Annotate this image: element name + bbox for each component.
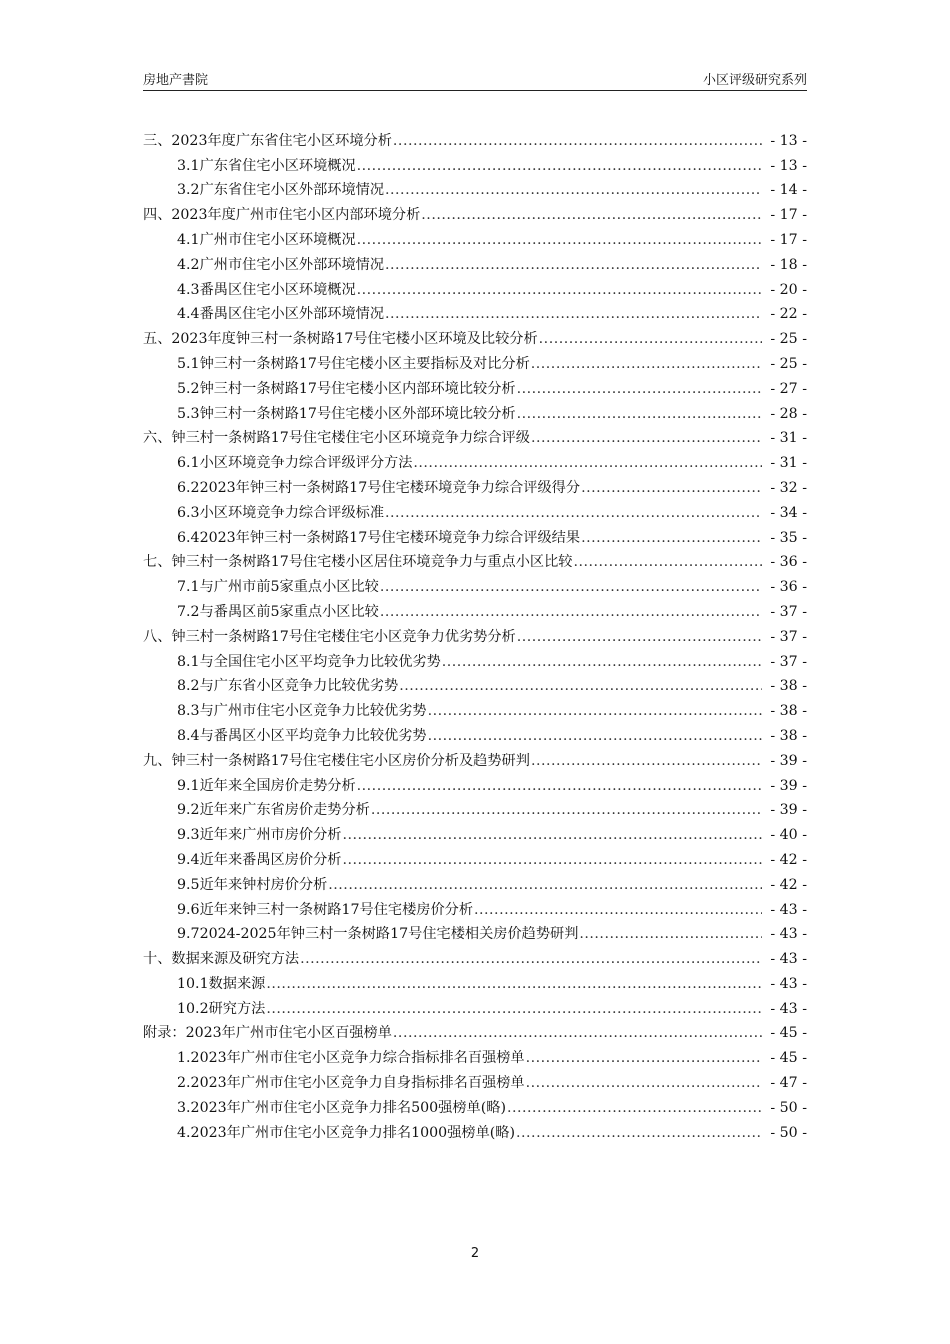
toc-dot-leader bbox=[507, 1098, 762, 1118]
toc-dot-leader bbox=[531, 751, 762, 771]
toc-section-entry[interactable] bbox=[143, 870, 807, 895]
toc-section-entry[interactable] bbox=[143, 300, 807, 325]
toc-entry-page: - 13 - bbox=[770, 157, 807, 174]
toc-entry-page: - 50 - bbox=[770, 1124, 807, 1141]
toc-dot-leader bbox=[581, 478, 762, 498]
toc-entry-title: 数据来源 bbox=[208, 975, 266, 992]
toc-dot-leader bbox=[574, 552, 763, 572]
toc-entry-title: 与番禺区小区平均竞争力比较优劣势 bbox=[199, 727, 427, 744]
toc-entry-title: 广东省住宅小区环境概况 bbox=[199, 157, 356, 174]
toc-dot-leader bbox=[385, 180, 762, 200]
toc-dot-leader bbox=[266, 999, 762, 1019]
toc-dot-leader bbox=[357, 156, 762, 176]
toc-entry-title: 番禺区住宅小区环境概况 bbox=[199, 281, 356, 298]
toc-chapter-entry[interactable] bbox=[143, 622, 807, 647]
toc-chapter-entry[interactable] bbox=[143, 126, 807, 151]
toc-entry-page: - 31 - bbox=[770, 430, 807, 447]
toc-chapter-entry[interactable] bbox=[143, 944, 807, 969]
toc-entry-title: 与广东省小区竞争力比较优劣势 bbox=[199, 678, 399, 695]
toc-entry-number: 5.2 bbox=[177, 380, 200, 397]
toc-entry-page: - 14 - bbox=[770, 182, 807, 199]
toc-entry-title: 广东省住宅小区外部环境情况 bbox=[199, 182, 385, 199]
toc-entry-number: 10.1 bbox=[177, 975, 209, 992]
toc-entry-title: 广州市住宅小区环境概况 bbox=[199, 231, 356, 248]
toc-dot-leader bbox=[526, 1048, 762, 1068]
toc-section-entry[interactable] bbox=[143, 151, 807, 176]
toc-entry-title: 番禺区住宅小区外部环境情况 bbox=[199, 306, 385, 323]
toc-entry-number: 9.3 bbox=[177, 827, 200, 844]
toc-entry-page: - 45 - bbox=[770, 1050, 807, 1067]
toc-section-entry[interactable] bbox=[143, 796, 807, 821]
toc-chapter-entry[interactable] bbox=[143, 746, 807, 771]
toc-entry-number: 9.2 bbox=[177, 802, 200, 819]
toc-entry-number: 8.1 bbox=[177, 653, 200, 670]
toc-section-entry[interactable] bbox=[143, 1043, 807, 1068]
toc-entry-page: - 18 - bbox=[770, 256, 807, 273]
toc-entry-page: - 47 - bbox=[770, 1075, 807, 1092]
toc-section-entry[interactable] bbox=[143, 572, 807, 597]
toc-entry-title: 钟三村一条树路17号住宅楼小区外部环境比较分析 bbox=[199, 405, 516, 422]
toc-entry-page: - 13 - bbox=[770, 132, 807, 149]
toc-entry-page: - 43 - bbox=[770, 975, 807, 992]
toc-section-entry[interactable] bbox=[143, 176, 807, 201]
toc-entry-title: 九、钟三村一条树路17号住宅楼住宅小区房价分析及趋势研判 bbox=[143, 752, 530, 769]
toc-entry-number: 4. bbox=[177, 1124, 191, 1141]
toc-entry-page: - 17 - bbox=[770, 231, 807, 248]
toc-entry-number: 4.2 bbox=[177, 256, 200, 273]
toc-chapter-entry[interactable] bbox=[143, 424, 807, 449]
toc-entry-number: 8.3 bbox=[177, 703, 200, 720]
toc-entry-title: 钟三村一条树路17号住宅楼小区主要指标及对比分析 bbox=[199, 355, 530, 372]
toc-dot-leader bbox=[393, 1023, 762, 1043]
toc-entry-title: 近年来广州市房价分析 bbox=[199, 827, 342, 844]
toc-dot-leader bbox=[442, 652, 762, 672]
toc-entry-number: 3. bbox=[177, 1099, 191, 1116]
toc-entry-number: 6.2 bbox=[177, 479, 200, 496]
toc-entry-title: 与广州市住宅小区竞争力比较优劣势 bbox=[199, 703, 427, 720]
toc-entry-number: 9.4 bbox=[177, 851, 200, 868]
toc-entry-page: - 45 - bbox=[770, 1025, 807, 1042]
toc-entry-page: - 37 - bbox=[770, 603, 807, 620]
toc-entry-page: - 28 - bbox=[770, 405, 807, 422]
toc-entry-page: - 42 - bbox=[770, 851, 807, 868]
toc-entry-number: 2. bbox=[177, 1075, 191, 1092]
toc-entry-page: - 43 - bbox=[770, 1000, 807, 1017]
toc-entry-title: 七、钟三村一条树路17号住宅楼小区居住环境竞争力与重点小区比较 bbox=[143, 554, 573, 571]
toc-section-entry[interactable] bbox=[143, 845, 807, 870]
toc-entry-number: 9.1 bbox=[177, 777, 200, 794]
toc-entry-title: 广州市住宅小区外部环境情况 bbox=[199, 256, 385, 273]
toc-entry-number: 3.1 bbox=[177, 157, 200, 174]
page-number: 2 bbox=[470, 1246, 480, 1261]
toc-entry-page: - 38 - bbox=[770, 703, 807, 720]
toc-dot-leader bbox=[579, 924, 762, 944]
toc-dot-leader bbox=[357, 280, 762, 300]
toc-dot-leader bbox=[531, 428, 762, 448]
toc-section-entry[interactable] bbox=[143, 1118, 807, 1143]
toc-entry-title: 与番禺区前5家重点小区比较 bbox=[199, 603, 379, 620]
toc-entry-title: 附录：2023年广州市住宅小区百强榜单 bbox=[143, 1025, 392, 1042]
toc-entry-title: 2023年钟三村一条树路17号住宅楼环境竞争力综合评级结果 bbox=[199, 529, 581, 546]
toc-entry-page: - 43 - bbox=[770, 951, 807, 968]
toc-section-entry[interactable] bbox=[143, 969, 807, 994]
toc-entry-number: 6.1 bbox=[177, 455, 200, 472]
toc-dot-leader bbox=[581, 528, 762, 548]
toc-entry-page: - 34 - bbox=[770, 504, 807, 521]
toc-entry-title: 近年来番禺区房价分析 bbox=[199, 851, 342, 868]
toc-entry-page: - 38 - bbox=[770, 727, 807, 744]
toc-entry-title: 2023年广州市住宅小区竞争力综合指标排名百强榜单 bbox=[190, 1050, 525, 1067]
toc-section-entry[interactable] bbox=[143, 473, 807, 498]
toc-entry-page: - 37 - bbox=[770, 653, 807, 670]
toc-entry-title: 六、钟三村一条树路17号住宅楼住宅小区环境竞争力综合评级 bbox=[143, 430, 530, 447]
toc-section-entry[interactable] bbox=[143, 275, 807, 300]
table-of-contents bbox=[143, 126, 807, 1143]
toc-entry-page: - 35 - bbox=[770, 529, 807, 546]
toc-dot-leader bbox=[517, 627, 762, 647]
header-publisher: 房地产書院 bbox=[143, 73, 209, 88]
toc-entry-title: 近年来广东省房价走势分析 bbox=[199, 802, 370, 819]
toc-section-entry[interactable] bbox=[143, 672, 807, 697]
toc-entry-number: 6.4 bbox=[177, 529, 200, 546]
toc-entry-page: - 17 - bbox=[770, 207, 807, 224]
toc-dot-leader bbox=[539, 329, 762, 349]
toc-dot-leader bbox=[342, 850, 762, 870]
toc-section-entry[interactable] bbox=[143, 250, 807, 275]
toc-entry-title: 八、钟三村一条树路17号住宅楼住宅小区竞争力优劣势分析 bbox=[143, 628, 516, 645]
toc-dot-leader bbox=[517, 379, 762, 399]
toc-entry-title: 与全国住宅小区平均竞争力比较优劣势 bbox=[199, 653, 441, 670]
toc-entry-number: 5.1 bbox=[177, 355, 200, 372]
toc-entry-page: - 50 - bbox=[770, 1099, 807, 1116]
toc-dot-leader bbox=[393, 131, 762, 151]
toc-dot-leader bbox=[385, 255, 762, 275]
toc-dot-leader bbox=[428, 726, 762, 746]
toc-entry-number: 9.7 bbox=[177, 926, 200, 943]
toc-entry-page: - 36 - bbox=[770, 579, 807, 596]
toc-entry-title: 2023年广州市住宅小区竞争力排名500强榜单(略) bbox=[190, 1099, 506, 1116]
toc-entry-number: 8.4 bbox=[177, 727, 200, 744]
toc-chapter-entry[interactable] bbox=[143, 1019, 807, 1044]
toc-entry-page: - 37 - bbox=[770, 628, 807, 645]
toc-entry-number: 4.1 bbox=[177, 231, 200, 248]
toc-entry-page: - 43 - bbox=[770, 926, 807, 943]
toc-entry-number: 8.2 bbox=[177, 678, 200, 695]
toc-entry-page: - 22 - bbox=[770, 306, 807, 323]
toc-entry-page: - 20 - bbox=[770, 281, 807, 298]
toc-dot-leader bbox=[380, 577, 762, 597]
toc-dot-leader bbox=[357, 776, 762, 796]
toc-entry-title: 与广州市前5家重点小区比较 bbox=[199, 579, 379, 596]
toc-dot-leader bbox=[399, 676, 762, 696]
toc-entry-page: - 27 - bbox=[770, 380, 807, 397]
toc-entry-page: - 36 - bbox=[770, 554, 807, 571]
toc-dot-leader bbox=[474, 900, 762, 920]
toc-chapter-entry[interactable] bbox=[143, 324, 807, 349]
toc-entry-title: 研究方法 bbox=[208, 1000, 266, 1017]
toc-entry-number: 6.3 bbox=[177, 504, 200, 521]
toc-section-entry[interactable] bbox=[143, 498, 807, 523]
toc-section-entry[interactable] bbox=[143, 523, 807, 548]
toc-entry-title: 五、2023年度钟三村一条树路17号住宅楼小区环境及比较分析 bbox=[143, 331, 538, 348]
toc-entry-number: 10.2 bbox=[177, 1000, 209, 1017]
toc-entry-title: 2023年广州市住宅小区竞争力排名1000强榜单(略) bbox=[190, 1124, 516, 1141]
toc-entry-number: 7.2 bbox=[177, 603, 200, 620]
toc-chapter-entry[interactable] bbox=[143, 548, 807, 573]
toc-entry-title: 2024-2025年钟三村一条树路17号住宅楼相关房价趋势研判 bbox=[199, 926, 579, 943]
toc-entry-number: 5.3 bbox=[177, 405, 200, 422]
toc-dot-leader bbox=[517, 404, 762, 424]
toc-section-entry[interactable] bbox=[143, 895, 807, 920]
toc-dot-leader bbox=[421, 205, 762, 225]
toc-dot-leader bbox=[531, 354, 762, 374]
toc-entry-number: 4.4 bbox=[177, 306, 200, 323]
toc-entry-title: 十、数据来源及研究方法 bbox=[143, 951, 300, 968]
toc-dot-leader bbox=[385, 503, 762, 523]
toc-entry-number: 7.1 bbox=[177, 579, 200, 596]
toc-section-entry[interactable] bbox=[143, 448, 807, 473]
toc-section-entry[interactable] bbox=[143, 349, 807, 374]
toc-dot-leader bbox=[371, 800, 762, 820]
toc-section-entry[interactable] bbox=[143, 374, 807, 399]
toc-section-entry[interactable] bbox=[143, 721, 807, 746]
toc-entry-page: - 39 - bbox=[770, 777, 807, 794]
toc-entry-page: - 39 - bbox=[770, 802, 807, 819]
toc-section-entry[interactable] bbox=[143, 696, 807, 721]
toc-section-entry[interactable] bbox=[143, 399, 807, 424]
toc-section-entry[interactable] bbox=[143, 1068, 807, 1093]
toc-section-entry[interactable] bbox=[143, 920, 807, 945]
toc-dot-leader bbox=[300, 949, 762, 969]
toc-chapter-entry[interactable] bbox=[143, 200, 807, 225]
toc-dot-leader bbox=[428, 701, 762, 721]
toc-entry-number: 3.2 bbox=[177, 182, 200, 199]
toc-dot-leader bbox=[413, 453, 762, 473]
toc-section-entry[interactable] bbox=[143, 1093, 807, 1118]
toc-dot-leader bbox=[342, 825, 762, 845]
toc-entry-number: 4.3 bbox=[177, 281, 200, 298]
toc-section-entry[interactable] bbox=[143, 597, 807, 622]
toc-dot-leader bbox=[385, 304, 762, 324]
toc-dot-leader bbox=[328, 875, 762, 895]
toc-entry-page: - 38 - bbox=[770, 678, 807, 695]
toc-entry-page: - 25 - bbox=[770, 355, 807, 372]
toc-entry-title: 钟三村一条树路17号住宅楼小区内部环境比较分析 bbox=[199, 380, 516, 397]
toc-dot-leader bbox=[380, 602, 762, 622]
toc-entry-title: 近年来钟三村一条树路17号住宅楼房价分析 bbox=[199, 901, 474, 918]
header-series-title: 小区评级研究系列 bbox=[702, 73, 807, 88]
toc-section-entry[interactable] bbox=[143, 820, 807, 845]
toc-entry-title: 小区环境竞争力综合评级标准 bbox=[199, 504, 385, 521]
toc-entry-number: 9.6 bbox=[177, 901, 200, 918]
toc-section-entry[interactable] bbox=[143, 647, 807, 672]
toc-dot-leader bbox=[516, 1123, 762, 1143]
toc-entry-page: - 40 - bbox=[770, 827, 807, 844]
toc-entry-page: - 32 - bbox=[770, 479, 807, 496]
toc-entry-title: 小区环境竞争力综合评级评分方法 bbox=[199, 455, 413, 472]
toc-section-entry[interactable] bbox=[143, 771, 807, 796]
toc-entry-title: 近年来钟村房价分析 bbox=[199, 876, 328, 893]
page-header bbox=[143, 68, 807, 91]
toc-entry-page: - 43 - bbox=[770, 901, 807, 918]
toc-dot-leader bbox=[266, 974, 762, 994]
toc-entry-page: - 31 - bbox=[770, 455, 807, 472]
toc-entry-number: 9.5 bbox=[177, 876, 200, 893]
toc-entry-title: 2023年广州市住宅小区竞争力自身指标排名百强榜单 bbox=[190, 1075, 525, 1092]
toc-entry-title: 三、2023年度广东省住宅小区环境分析 bbox=[143, 132, 392, 149]
toc-section-entry[interactable] bbox=[143, 994, 807, 1019]
toc-section-entry[interactable] bbox=[143, 225, 807, 250]
toc-entry-title: 四、2023年度广州市住宅小区内部环境分析 bbox=[143, 207, 421, 224]
toc-entry-number: 1. bbox=[177, 1050, 191, 1067]
toc-dot-leader bbox=[526, 1073, 762, 1093]
toc-entry-title: 2023年钟三村一条树路17号住宅楼环境竞争力综合评级得分 bbox=[199, 479, 581, 496]
toc-entry-title: 近年来全国房价走势分析 bbox=[199, 777, 356, 794]
toc-entry-page: - 39 - bbox=[770, 752, 807, 769]
toc-entry-page: - 42 - bbox=[770, 876, 807, 893]
toc-entry-page: - 25 - bbox=[770, 331, 807, 348]
toc-dot-leader bbox=[357, 230, 762, 250]
